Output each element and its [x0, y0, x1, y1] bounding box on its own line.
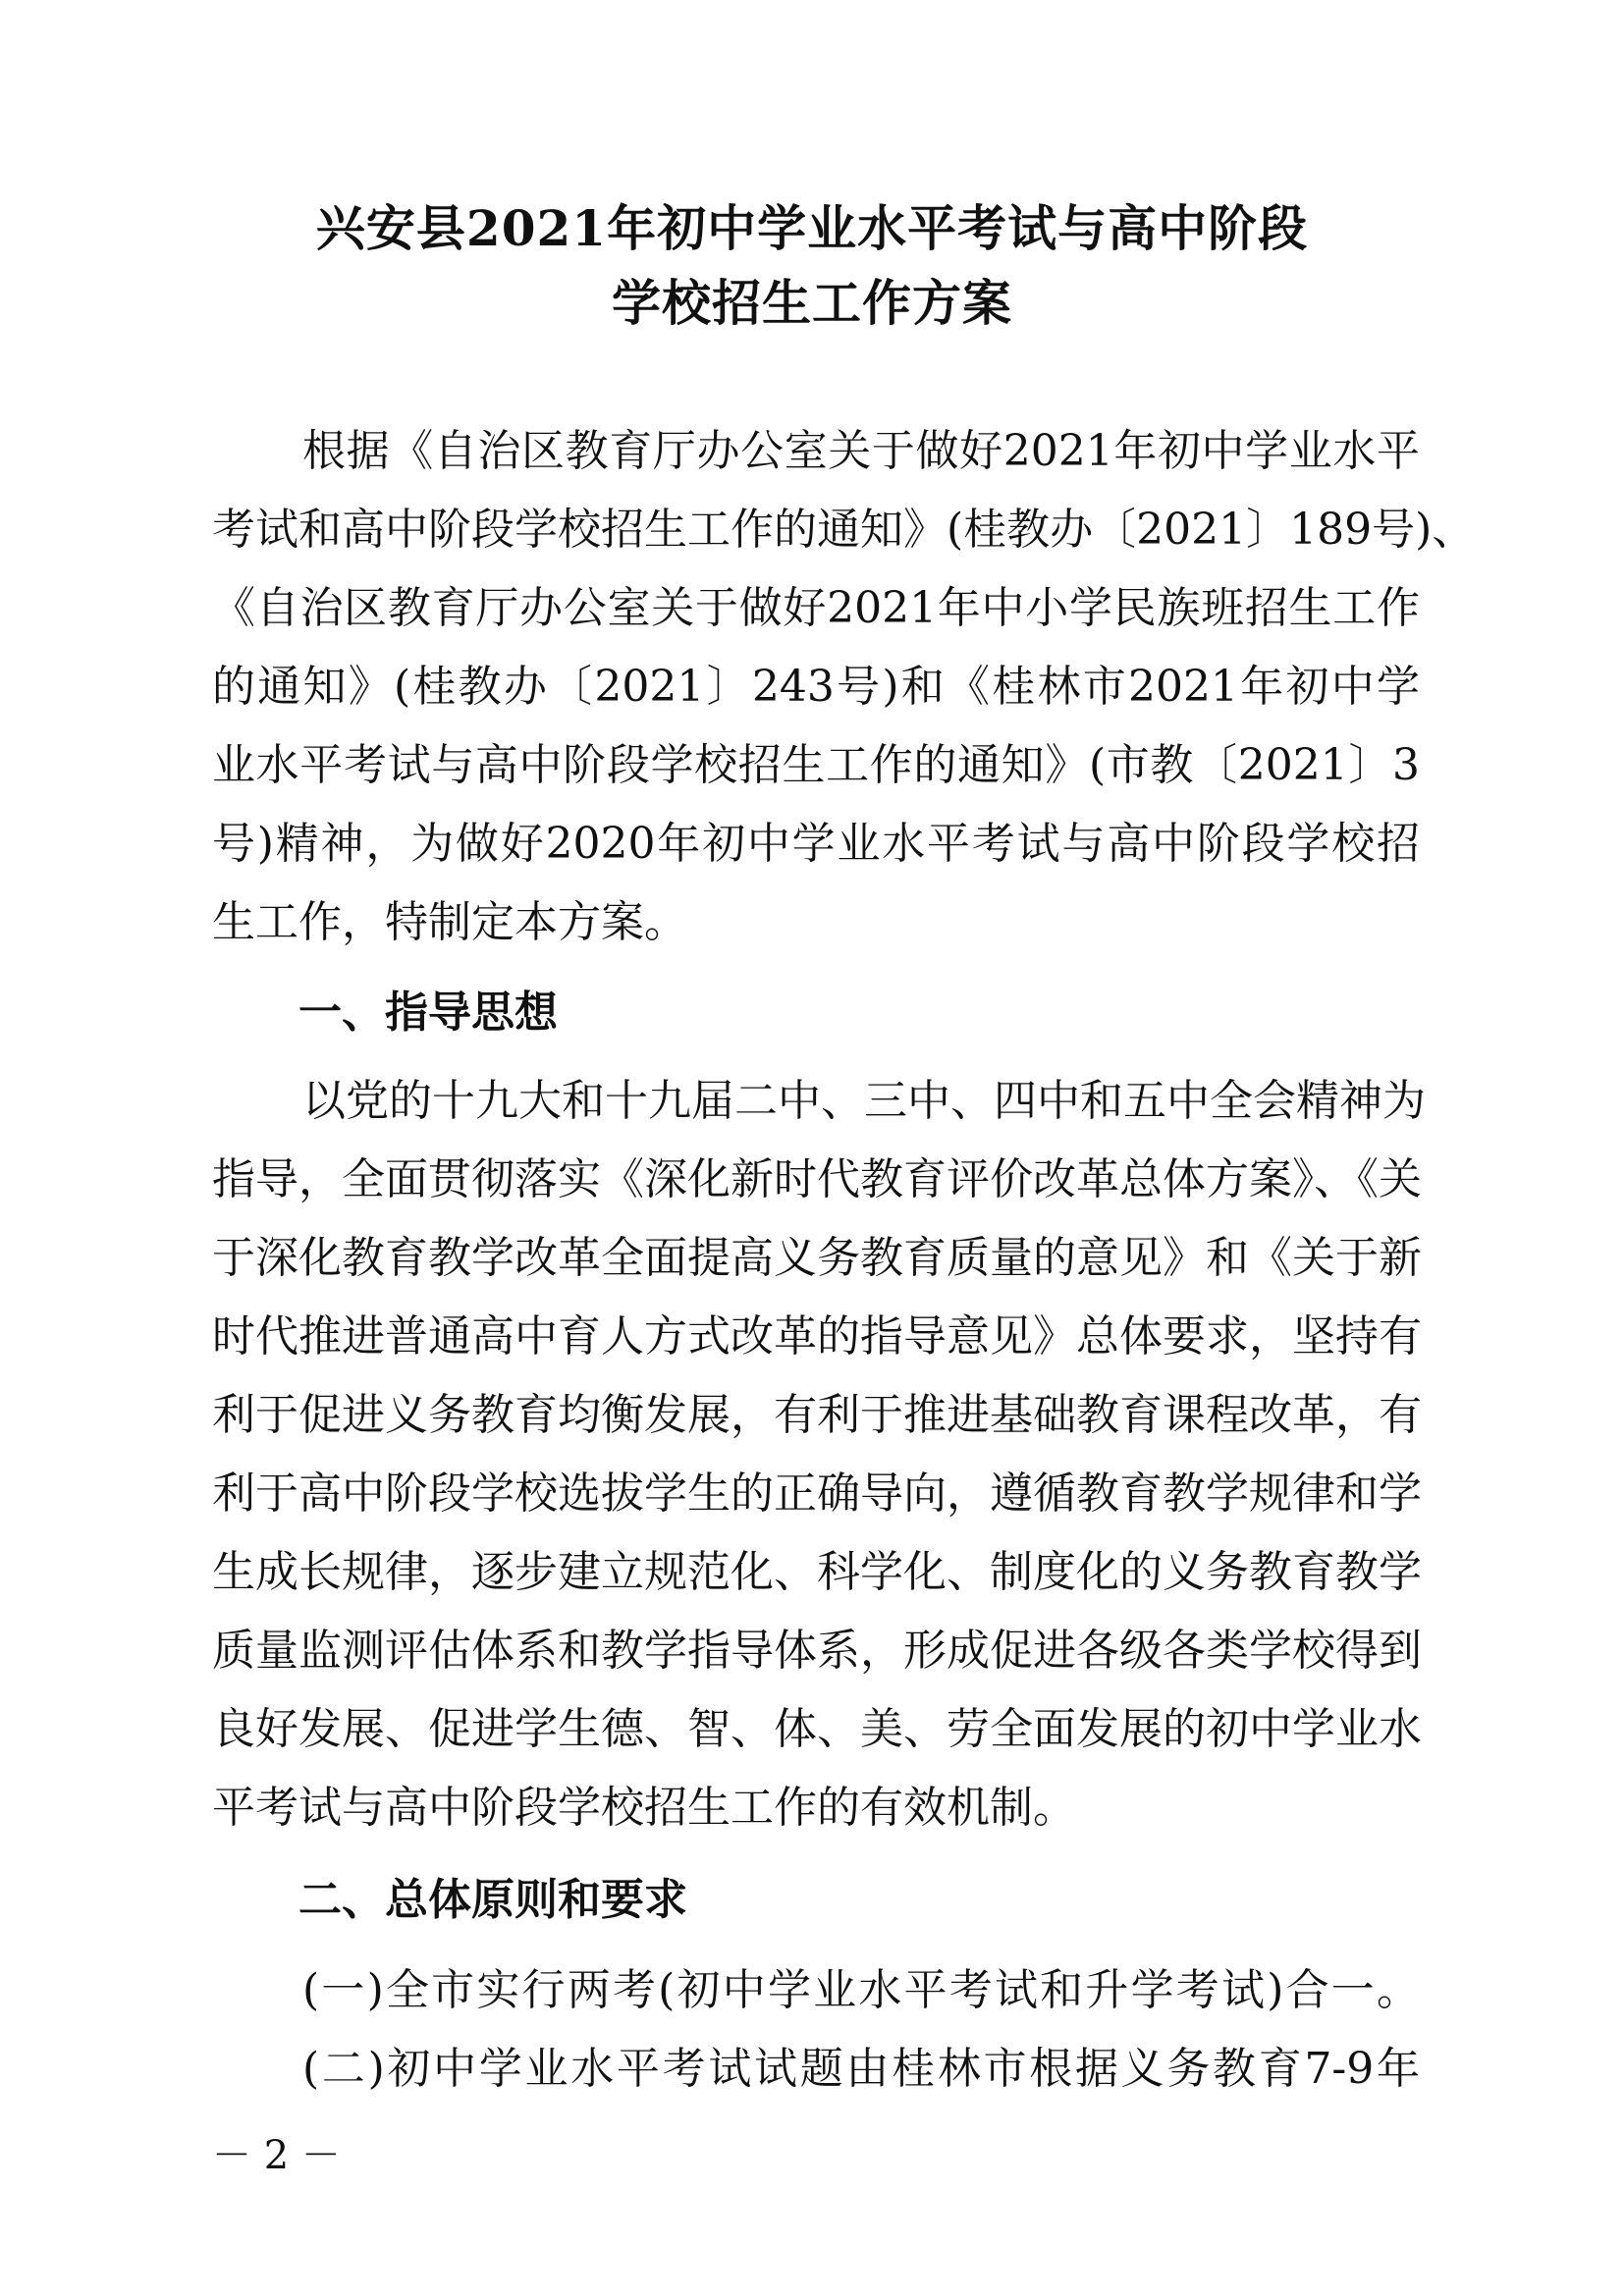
page-number: － 2 －: [212, 2133, 341, 2178]
section1-paragraph-line: 于深化教育教学改革全面提高义务教育质量的意见》和《关于新: [212, 1233, 1422, 1283]
document-title-line-1: 兴安县2021年初中学业水平考试与高中阶段: [315, 199, 1309, 257]
section2-item-2: (二)初中学业水平考试试题由桂林市根据义务教育7-9年: [302, 2044, 1420, 2094]
section1-paragraph-line: 指导，全面贯彻落实《深化新时代教育评价改革总体方案》、《关: [212, 1154, 1422, 1204]
document-title-line-2: 学校招生工作方案: [612, 274, 1012, 332]
intro-paragraph-line: 生工作，特制定本方案。: [212, 897, 687, 947]
section1-paragraph-line: 时代推进普通高中育人方式改革的指导意见》总体要求，坚持有: [212, 1311, 1422, 1362]
section2-item-1: (一)全市实行两考(初中学业水平考试和升学考试)合一。: [302, 1965, 1420, 2015]
intro-paragraph-line: 号)精神，为做好2020年初中学业水平考试与高中阶段学校招: [212, 819, 1420, 869]
section1-paragraph-line: 良好发展、促进学生德、智、体、美、劳全面发展的初中学业水: [212, 1704, 1422, 1754]
section1-paragraph-line: 利于促进义务教育均衡发展，有利于推进基础教育课程改革，有: [212, 1390, 1422, 1440]
section1-paragraph-line: 平考试与高中阶段学校招生工作的有效机制。: [212, 1783, 1076, 1833]
section1-paragraph-line: 质量监测评估体系和教学指导体系，形成促进各级各类学校得到: [212, 1626, 1422, 1676]
intro-paragraph-line: 根据《自治区教育厅办公室关于做好2021年初中学业水平: [302, 426, 1420, 476]
section1-paragraph-line: 利于高中阶段学校选拔学生的正确导向，遵循教育教学规律和学: [212, 1468, 1422, 1519]
section1-paragraph-line: 生成长规律，逐步建立规范化、科学化、制度化的义务教育教学: [212, 1547, 1422, 1597]
intro-paragraph-line: 的通知》(桂教办〔2021〕243号)和《桂林市2021年初中学: [212, 662, 1420, 712]
section-heading-guiding-ideology: 一、指导思想: [298, 988, 558, 1038]
intro-paragraph-line: 考试和高中阶段学校招生工作的通知》(桂教办〔2021〕189号)、: [212, 505, 1476, 555]
section-heading-general-principles: 二、总体原则和要求: [298, 1875, 687, 1925]
intro-paragraph-line: 《自治区教育厅办公室关于做好2021年中小学民族班招生工作: [212, 583, 1420, 633]
section1-paragraph-line: 以党的十九大和十九届二中、三中、四中和五中全会精神为: [302, 1076, 1426, 1126]
intro-paragraph-line: 业水平考试与高中阶段学校招生工作的通知》(市教〔2021〕3: [212, 740, 1420, 790]
